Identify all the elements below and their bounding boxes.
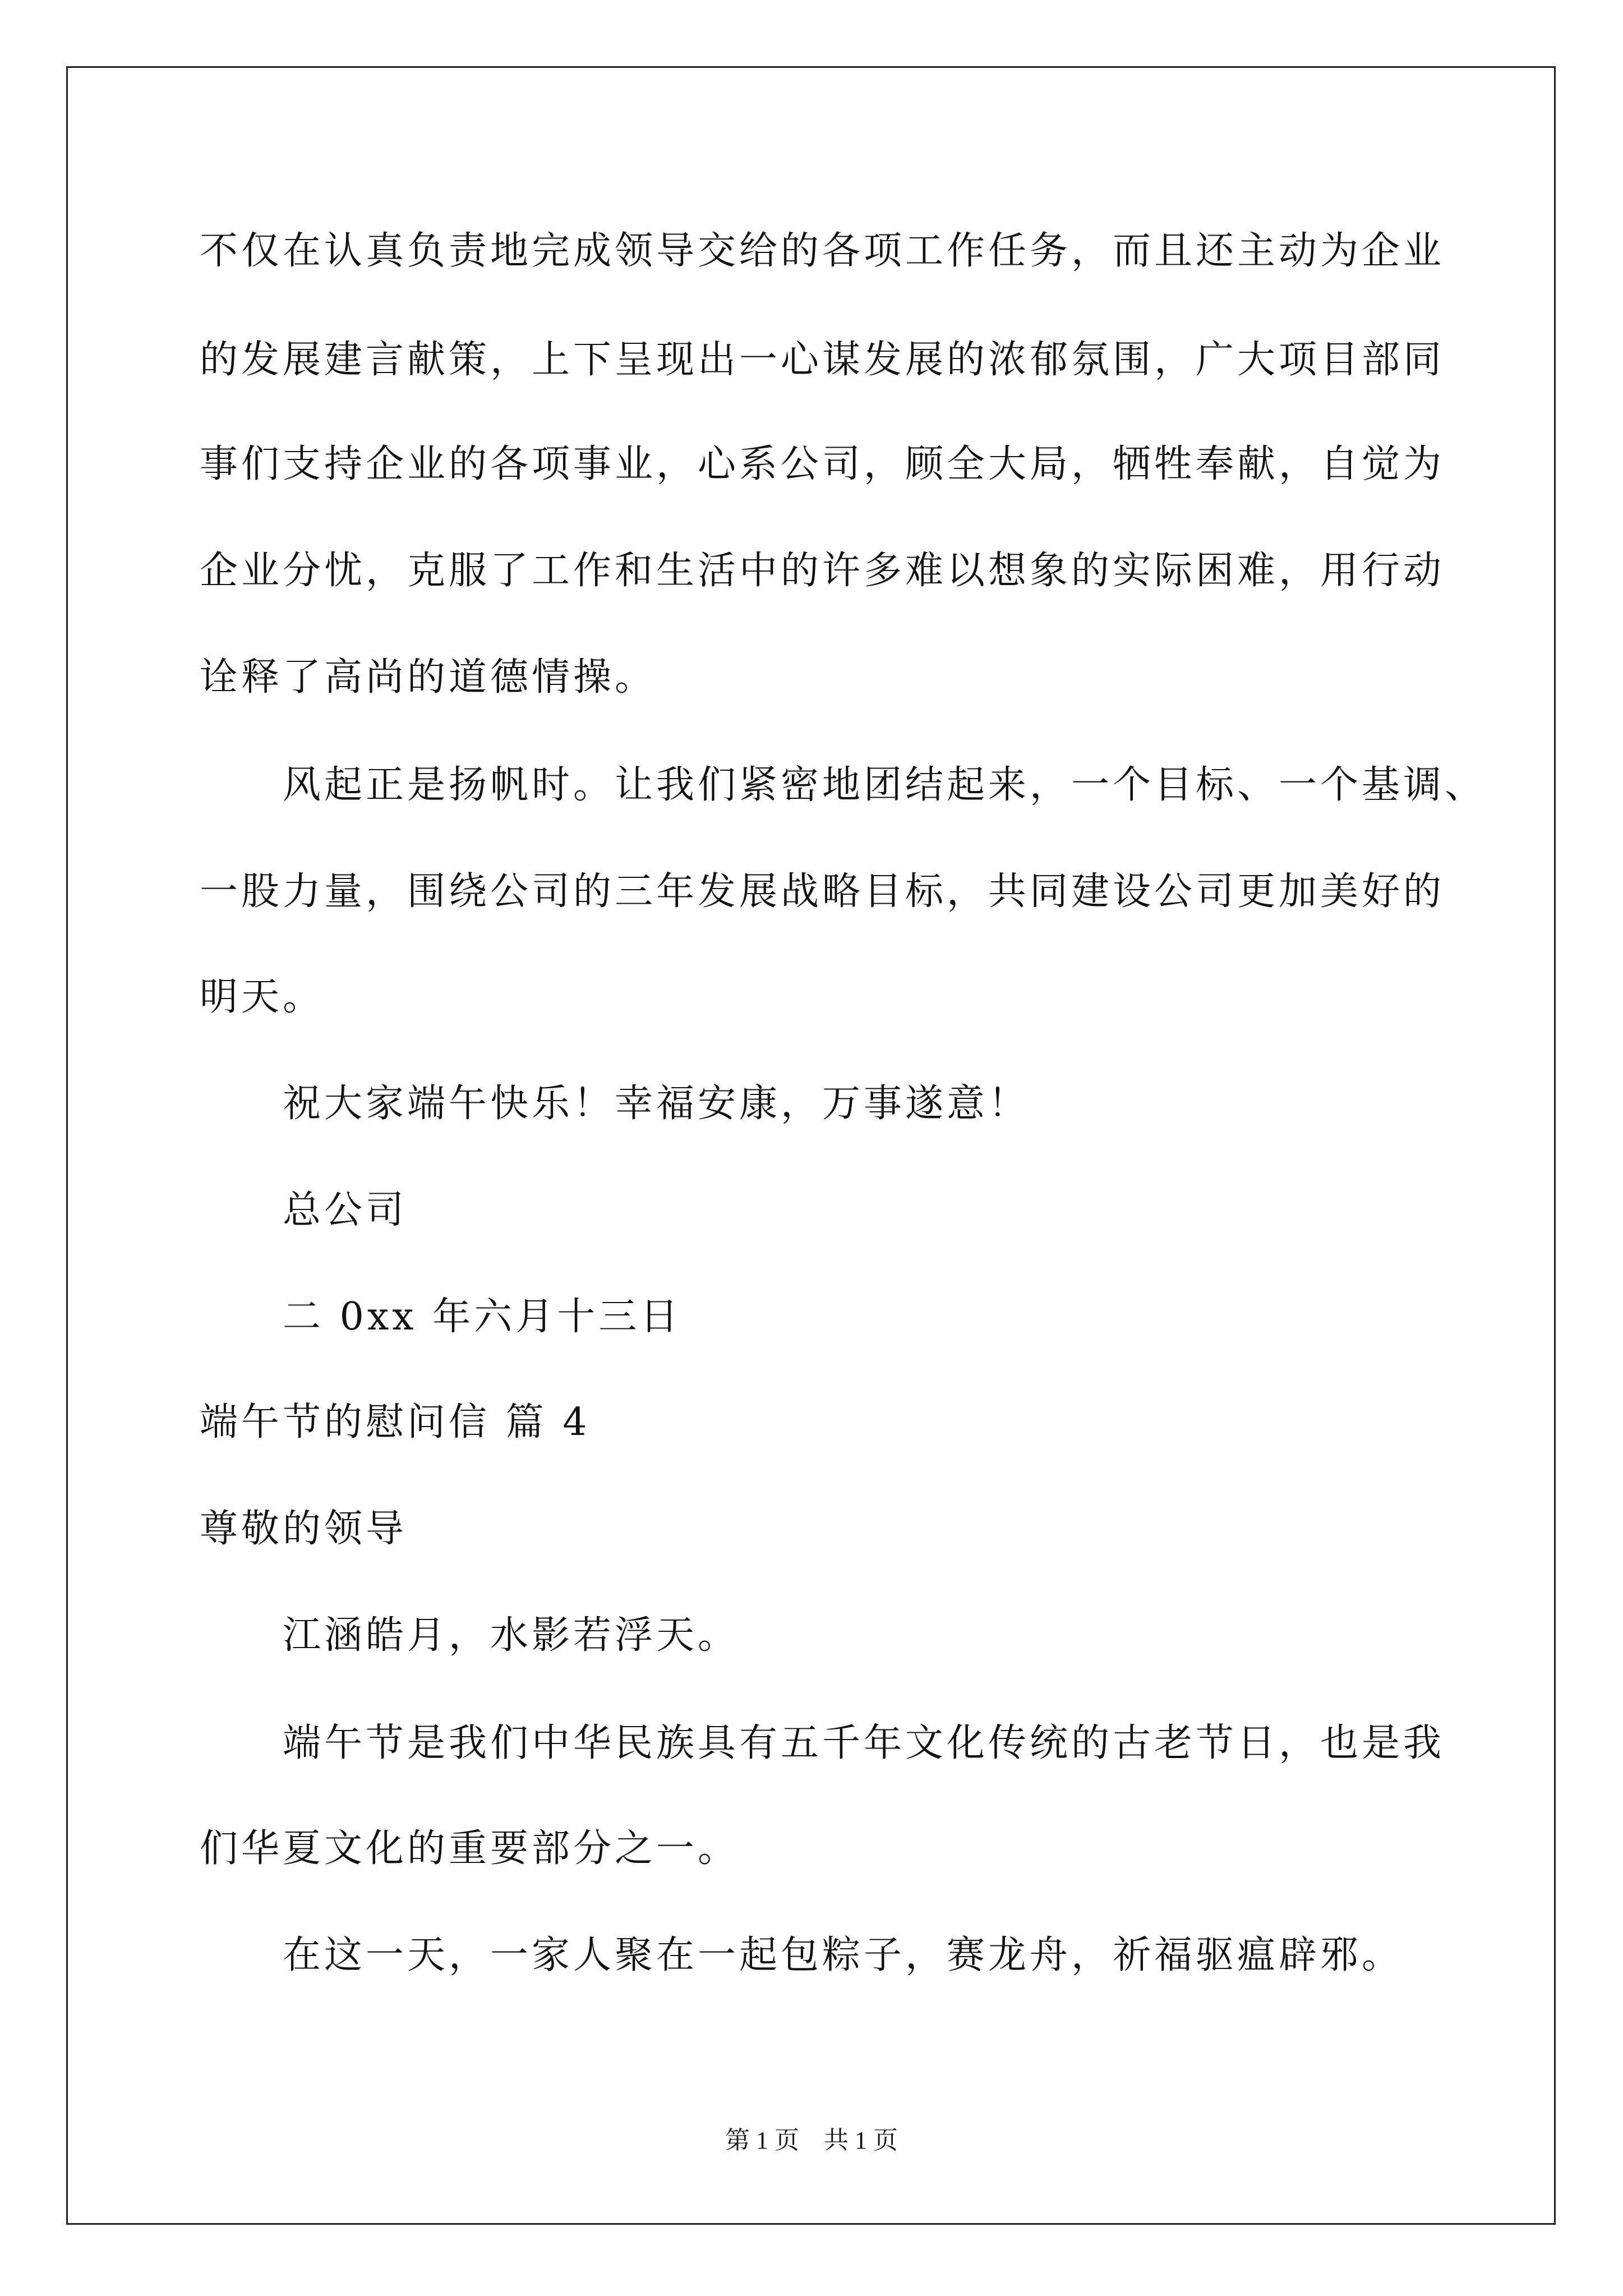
paragraph-line: 的发展建言献策，上下呈现出一心谋发展的浓郁氛围，广大项目部同 bbox=[200, 338, 1445, 382]
paragraph-line: 企业分忧，克服了工作和生活中的许多难以想象的实际困难，用行动 bbox=[200, 549, 1445, 593]
date-line: 二 0xx 年六月十三日 bbox=[283, 1295, 682, 1339]
signature-line: 总公司 bbox=[283, 1188, 408, 1232]
paragraph-line: 明天。 bbox=[200, 975, 325, 1019]
paragraph-line: 一股力量，围绕公司的三年发展战略目标，共同建设公司更加美好的 bbox=[200, 869, 1445, 914]
paragraph-line: 诠释了高尚的道德情操。 bbox=[200, 655, 657, 700]
paragraph-line: 风起正是扬帆时。让我们紧密地团结起来，一个目标、一个基调、 bbox=[283, 763, 1487, 807]
paragraph-line: 们华夏文化的重要部分之一。 bbox=[200, 1826, 740, 1871]
page-footer: 第 1 页 共 1 页 bbox=[725, 2127, 898, 2154]
paragraph-line: 江涵皓月，水影若浮天。 bbox=[283, 1613, 740, 1658]
page-border bbox=[66, 66, 1556, 2225]
section-title: 端午节的慰问信 篇 4 bbox=[200, 1400, 591, 1444]
paragraph-line: 在这一天，一家人聚在一起包粽子，赛龙舟，祈福驱瘟辟邪。 bbox=[283, 1933, 1404, 1977]
paragraph-line: 不仅在认真负责地完成领导交给的各项工作任务，而且还主动为企业 bbox=[200, 229, 1445, 273]
paragraph-line: 事们支持企业的各项事业，心系公司，顾全大局，牺牲奉献，自觉为 bbox=[200, 442, 1445, 486]
salutation: 尊敬的领导 bbox=[200, 1507, 408, 1551]
paragraph-line: 端午节是我们中华民族具有五千年文化传统的古老节日，也是我 bbox=[283, 1721, 1445, 1765]
greeting-line: 祝大家端午快乐！幸福安康，万事遂意！ bbox=[283, 1082, 1030, 1126]
